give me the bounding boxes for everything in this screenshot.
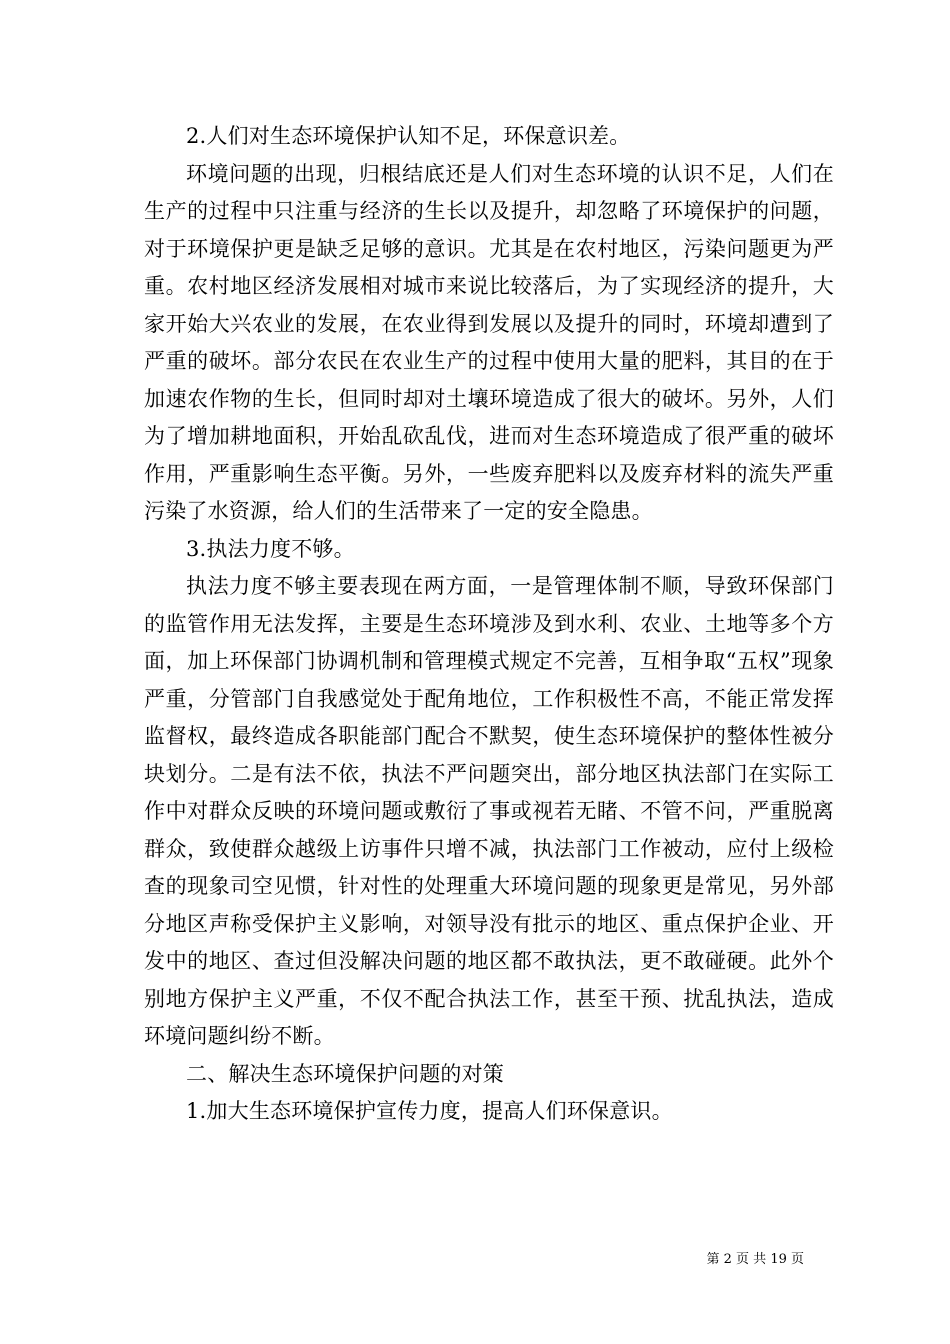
paragraph: 2.人们对生态环境保护认知不足，环保意识差。	[186, 124, 631, 148]
paragraph: 3.执法力度不够。	[186, 536, 355, 561]
paragraph: 二、解决生态环境保护问题的对策	[186, 1061, 504, 1086]
paragraph: 1.加大生态环境保护宣传力度，提高人们环保意识。	[186, 1099, 673, 1123]
document-body	[144, 118, 834, 1131]
paragraph: 执法力度不够主要表现在两方面，一是管理体制不顺，导致环保部门的监管作用无法发挥，主要是生态环境涉及到水利、农业、土地等多个方面，加上环保部门协调机制和管理模式规定不完善，互相争取“五权”现象严重，分管部门自我感觉处于配角地位，工作积极性不高，不能正常发挥监督权，最终造成各职能部门配合不默契，使生态环境保护的整体性被分块划分。二是有法不依，执法不严问题突出，部分地区执法部门在实际工作中对群众反映的环境问题或敷衍了事或视若无睹、不管不问，严重脱离群众，致使群众越级上访事件只增不减，执法部门工作被动，应付上级检查的现象司空见惯，针对性的处理重大环境问题的现象更是常见，另外部分地区声称受保护主义影响，对领导没有批示的地区、重点保护企业、开发中的地区、查过但没解决问题的地区都不敢执法，更不敢碰硬。此外个别地方保护主义严重，不仅不配合执法工作，甚至干预、扰乱执法，造成环境问题纠纷不断。	[144, 574, 834, 1048]
page-number: 第 2 页 共 19 页	[706, 1252, 804, 1267]
paragraph: 环境问题的出现，归根结底还是人们对生态环境的认识不足，人们在生产的过程中只注重与经济的生长以及提升，却忽略了环境保护的问题，对于环境保护更是缺乏足够的意识。尤其是在农村地区，污染问题更为严重。农村地区经济发展相对城市来说比较落后，为了实现经济的提升，大家开始大兴农业的发展，在农业得到发展以及提升的同时，环境却遭到了严重的破坏。部分农民在农业生产的过程中使用大量的肥料，其目的在于加速农作物的生长，但同时却对土壤环境造成了很大的破坏。另外，人们为了增加耕地面积，开始乱砍乱伐，进而对生态环境造成了很严重的破坏作用，严重影响生态平衡。另外，一些废弃肥料以及废弃材料的流失严重污染了水资源，给人们的生活带来了一定的安全隐患。	[144, 161, 834, 523]
